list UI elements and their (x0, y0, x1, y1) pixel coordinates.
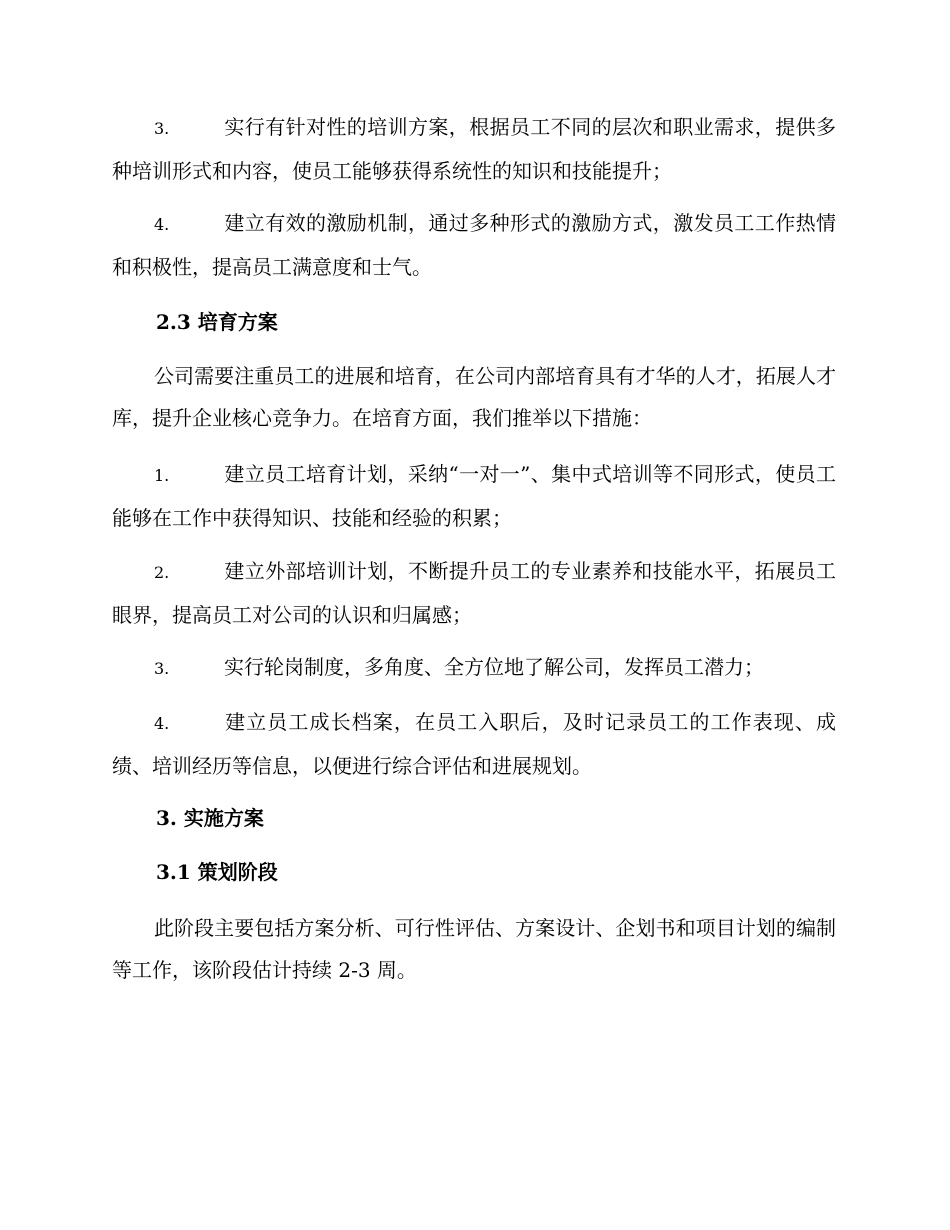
list-item (112, 106, 836, 192)
paragraph: 此阶段主要包括方案分析、可行性评估、方案设计、企划书和项目计划的编制等工作，该阶段估计持续 2-3 周。 (112, 916, 836, 982)
list-number: 2. (154, 563, 170, 582)
section-heading: 3. 实施方案 (156, 806, 264, 830)
list-text: 实行有针对性的培训方案，根据员工不同的层次和职业需求，提供多种培训形式和内容，使员工能够获得系统性的知识和技能提升； (112, 115, 836, 183)
list-text: 实行轮岗制度，多角度、全方位地了解公司，发挥员工潜力； (224, 655, 764, 679)
list-text: 建立有效的激励机制，通过多种形式的激励方式，激发员工工作热情和积极性，提高员工满意度和士气。 (112, 211, 836, 279)
list-item (112, 646, 836, 690)
section-heading: 2.3 培育方案 (156, 310, 278, 334)
list-text: 建立员工成长档案，在员工入职后，及时记录员工的工作表现、成绩、培训经历等信息，以便进行综合评估和进展规划。 (112, 710, 836, 778)
subsection-heading: 3.1 策划阶段 (156, 860, 278, 884)
list-item (112, 550, 836, 636)
list-text: 建立员工培育计划，采纳“一对一”、集中式培训等不同形式，使员工能够在工作中获得知识、技能和经验的积累； (112, 462, 836, 530)
paragraph: 公司需要注重员工的进展和培育，在公司内部培育具有才华的人才，拓展人才库，提升企业核心竞争力。在培育方面，我们推举以下措施： (112, 364, 836, 430)
list-text: 建立外部培训计划，不断提升员工的专业素养和技能水平，拓展员工眼界，提高员工对公司的认识和归属感； (112, 559, 836, 627)
list-item (112, 701, 836, 787)
list-item (112, 453, 836, 539)
list-item (112, 202, 836, 288)
list-number: 4. (154, 714, 170, 733)
list-number: 3. (154, 119, 170, 138)
list-number: 3. (154, 659, 170, 678)
list-number: 4. (154, 215, 170, 234)
list-number: 1. (154, 466, 170, 485)
